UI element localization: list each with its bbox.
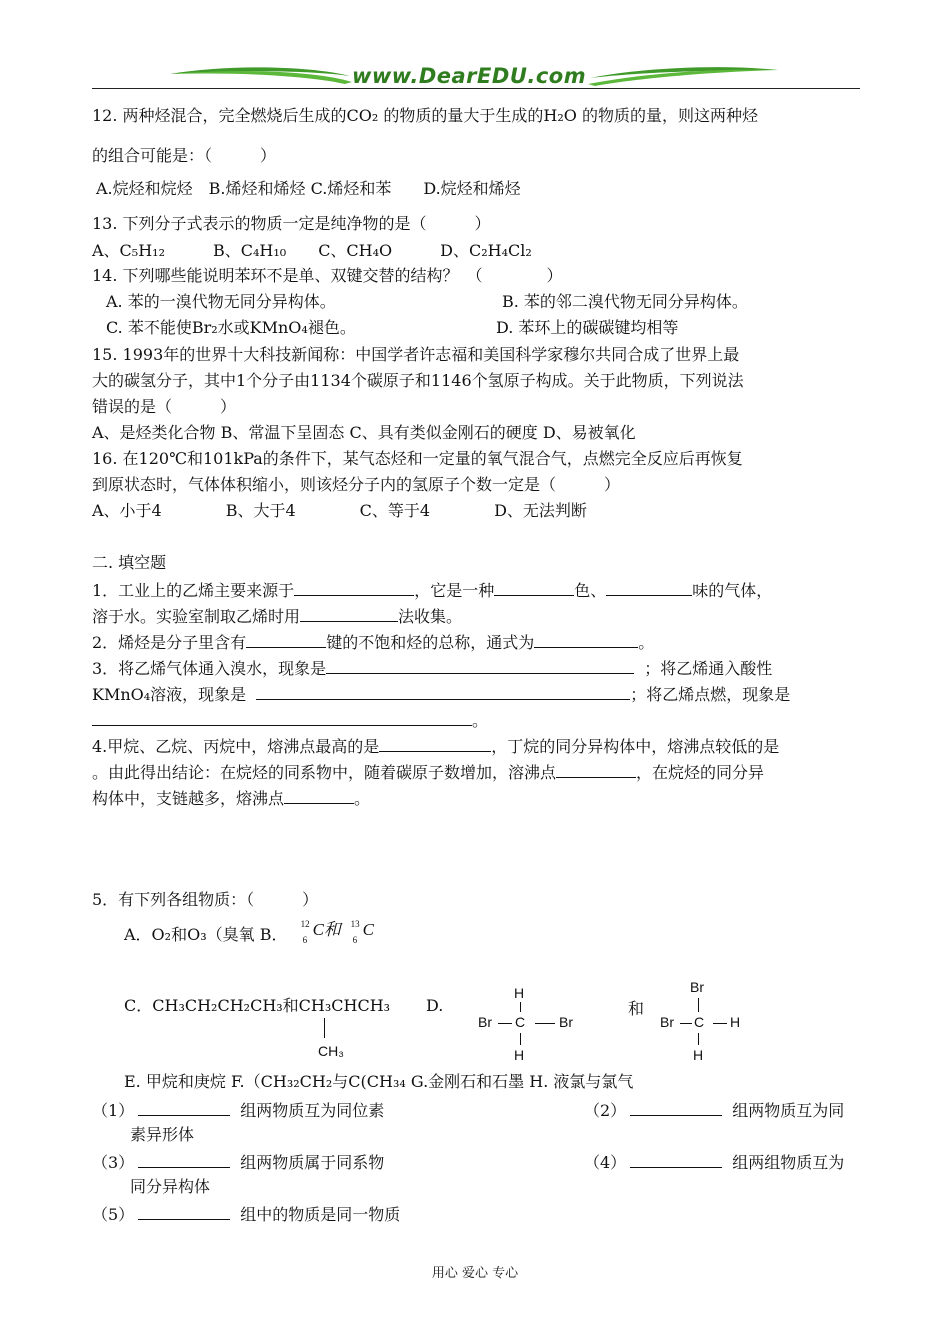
fill3-text-d: ；将乙烯点燃，现象是: [630, 685, 791, 704]
q14-option-b: B. 苯的邻二溴代物无同分异构体。: [502, 292, 748, 311]
fill2-text-a: 2．烯烃是分子里含有: [92, 633, 247, 652]
isotope-c13-number: 6: [352, 935, 358, 945]
q5-branch-bond: [324, 1018, 325, 1038]
sub4-text-cont: 同分异构体: [130, 1177, 211, 1196]
fill4-line2: [92, 761, 764, 783]
mol1-top-bond: [520, 1002, 521, 1012]
sub2-line: [584, 1099, 844, 1121]
mol2-bottom-atom: H: [693, 1047, 704, 1063]
fill3-text-b: ；将乙烯通入酸性: [644, 659, 773, 678]
fill4-text-d: ，在烷烃的同分异: [636, 763, 765, 782]
sub5-blank[interactable]: [138, 1203, 230, 1220]
header-logo-text: www.DearEDU.com: [352, 64, 587, 88]
fill1-line2: [92, 605, 462, 627]
fill3-blank-burn[interactable]: [92, 709, 472, 726]
fill4-line3: [92, 787, 370, 809]
fill4-blank-trend[interactable]: [556, 761, 636, 778]
sub2-blank[interactable]: [630, 1099, 722, 1116]
isotope-c13-mass: 13: [350, 919, 360, 929]
q14-option-d: D. 苯环上的碳碳键均相等: [496, 318, 679, 337]
header-rule: [92, 88, 860, 89]
fill1-text-a: 1．工业上的乙烯主要来源于: [92, 581, 295, 600]
q14-option-c: C. 苯不能使Br₂水或KMnO₄褪色。: [106, 318, 356, 337]
sub4-num: （4）: [584, 1153, 627, 1172]
q13-line1: 13. 下列分子式表示的物质一定是纯净物的是（ ）: [92, 214, 491, 233]
q16-options: A、小于4 B、大于4 C、等于4 D、无法判断: [92, 501, 587, 520]
q14-option-a: A. 苯的一溴代物无同分异构体。: [106, 292, 336, 311]
q15-line1: 15. 1993年的世界十大科技新闻称：中国学者许志福和美国科学家穆尔共同合成了世界上最: [92, 345, 740, 364]
mol1-right-bond: [535, 1023, 555, 1024]
fill3-text-e: 。: [472, 711, 489, 730]
fill3-text-a: 3．将乙烯气体通入溴水，现象是: [92, 659, 327, 678]
page-footer: 用心 爱心 专心: [431, 1266, 519, 1281]
fill2-blank-bond[interactable]: [246, 631, 326, 648]
q5-option-ab: [124, 920, 387, 945]
mol2-right-bond: [713, 1023, 727, 1024]
fill3-line3: [92, 709, 488, 731]
sub3-text: 组两物质属于同系物: [240, 1153, 385, 1172]
fill1-text-d: 味的气体，: [692, 581, 773, 600]
sub1-text: 组两物质互为同位素: [240, 1101, 385, 1120]
fill1-blank-collect[interactable]: [300, 605, 398, 622]
q16-line2: 到原状态时，气体体积缩小，则该烃分子内的氢原子个数一定是（ ）: [92, 475, 621, 494]
mol1-bottom-atom: H: [514, 1047, 525, 1063]
q15-options: A、是烃类化合物 B、常温下呈固态 C、具有类似金刚石的硬度 D、易被氧化: [92, 423, 636, 442]
fill2-line: [92, 631, 654, 653]
mol2-top-bond: [698, 998, 699, 1012]
fill4-text-b: ，丁烷的同分异构体中，熔沸点较低的是: [491, 737, 780, 756]
fill4-blank-highest[interactable]: [379, 735, 491, 752]
sub5-line: [92, 1203, 400, 1225]
sub2-num: （2）: [584, 1101, 627, 1120]
mol1-left-atom: Br: [478, 1014, 492, 1030]
sub5-num: （5）: [92, 1205, 135, 1224]
q12-line1: 12. 两种烃混合，完全燃烧后生成的CO₂ 的物质的量大于生成的H₂O 的物质的量，则这两种烃: [92, 106, 758, 125]
fill1-blank-source[interactable]: [294, 579, 414, 596]
mol2-left-bond: [680, 1023, 692, 1024]
q16-line1: 16. 在120℃和101kPa的条件下，某气态烃和一定量的氧气混合气，点燃完全反应后再恢复: [92, 449, 743, 468]
sub4-blank[interactable]: [630, 1151, 722, 1168]
fill1-text-c: 色、: [574, 581, 607, 600]
sub1-line: [92, 1099, 384, 1121]
sub3-blank[interactable]: [138, 1151, 230, 1168]
sub5-text: 组中的物质是同一物质: [240, 1205, 401, 1224]
mol1-right-atom: Br: [559, 1014, 573, 1030]
q5-isotope-notation: [300, 919, 387, 945]
fill3-blank-bromine[interactable]: [326, 657, 634, 674]
isotope-c12-number: 6: [302, 935, 308, 945]
fill1-text-b: ，它是一种: [414, 581, 495, 600]
q13-options: A、C₅H₁₂ B、C₄H₁₀ C、CH₄O D、C₂H₄Cl₂: [92, 241, 532, 260]
sub1-num: （1）: [92, 1101, 135, 1120]
fill4-text-f: 。: [354, 789, 371, 808]
q5-option-efgh: E. 甲烷和庚烷 F.（CH₃₂CH₂与C(CH₃₄ G.金刚石和石墨 H. 液氯与氯气: [124, 1072, 634, 1091]
q14-line1: 14. 下列哪些能说明苯环不是单、双键交替的结构？ （ ）: [92, 266, 563, 285]
fill4-blank-branch[interactable]: [284, 787, 354, 804]
fill4-text-c: 。由此得出结论：在烷烃的同系物中，随着碳原子数增加，溶沸点: [92, 763, 557, 782]
sub4-line: [584, 1151, 844, 1173]
mol2-bottom-bond: [698, 1033, 699, 1045]
sub1-blank[interactable]: [138, 1099, 230, 1116]
q5-and: 和: [628, 999, 645, 1018]
q12-options: A.烷烃和烷烃 B.烯烃和烯烃 C.烯烃和苯 D.烷烃和烯烃: [96, 179, 521, 198]
q12-line2: 的组合可能是：（ ）: [92, 146, 277, 165]
fill3-text-c: KMnO₄溶液，现象是: [92, 685, 247, 704]
fill2-text-c: 。: [638, 633, 655, 652]
fill1-blank-color[interactable]: [494, 579, 574, 596]
fill1-text-e: 溶于水。实验室制取乙烯时用: [92, 607, 301, 626]
fill1-text-f: 法收集。: [398, 607, 463, 626]
q5-branch-ch3: CH₃: [318, 1043, 344, 1059]
fill1-blank-smell[interactable]: [606, 579, 692, 596]
sub3-num: （3）: [92, 1153, 135, 1172]
q15-line2: 大的碳氢分子，其中1个分子由1134个碳原子和1146个氢原子构成。关于此物质，下列说法: [92, 371, 744, 390]
fill2-blank-formula[interactable]: [534, 631, 638, 648]
isotope-c12-symbol: C和: [312, 920, 341, 939]
fill3-line1: [92, 657, 772, 679]
q5-option-d: D.: [426, 996, 444, 1015]
sub4-text: 组两组物质互为: [732, 1153, 845, 1172]
isotope-c12-mass: 12: [300, 919, 310, 929]
mol1-center-atom: C: [515, 1014, 526, 1030]
mol2-center-atom: C: [694, 1014, 705, 1030]
fill4-text-a: 4.甲烷、乙烷、丙烷中，熔沸点最高的是: [92, 737, 380, 756]
q5-title: 5．有下列各组物质：（ ）: [92, 890, 319, 909]
mol1-bottom-bond: [520, 1033, 521, 1045]
sub2-text-cont: 素异形体: [130, 1125, 195, 1144]
sub3-line: [92, 1151, 384, 1173]
fill3-blank-kmno4[interactable]: [256, 683, 630, 700]
sub2-text: 组两物质互为同: [732, 1101, 845, 1120]
isotope-c13-symbol: C: [362, 920, 374, 939]
fill2-text-b: 键的不饱和烃的总称，通式为: [326, 633, 535, 652]
q15-line3: 错误的是（ ）: [92, 397, 237, 416]
section2-title: 二. 填空题: [92, 553, 167, 572]
q5-option-a-text: A．O₂和O₃（臭氧 B．: [124, 925, 288, 944]
mol2-right-atom: H: [730, 1014, 741, 1030]
mol1-left-bond: [498, 1023, 512, 1024]
fill1-line1: [92, 579, 772, 601]
q5-option-c: C．CH₃CH₂CH₂CH₃和CH₃CHCH₃: [124, 996, 391, 1015]
fill4-text-e: 构体中，支链越多，熔沸点: [92, 789, 285, 808]
mol1-top-atom: H: [514, 985, 525, 1001]
fill4-line1: [92, 735, 779, 757]
mol2-left-atom: Br: [660, 1014, 674, 1030]
mol2-top-atom: Br: [690, 979, 704, 995]
fill3-line2: [92, 683, 790, 705]
